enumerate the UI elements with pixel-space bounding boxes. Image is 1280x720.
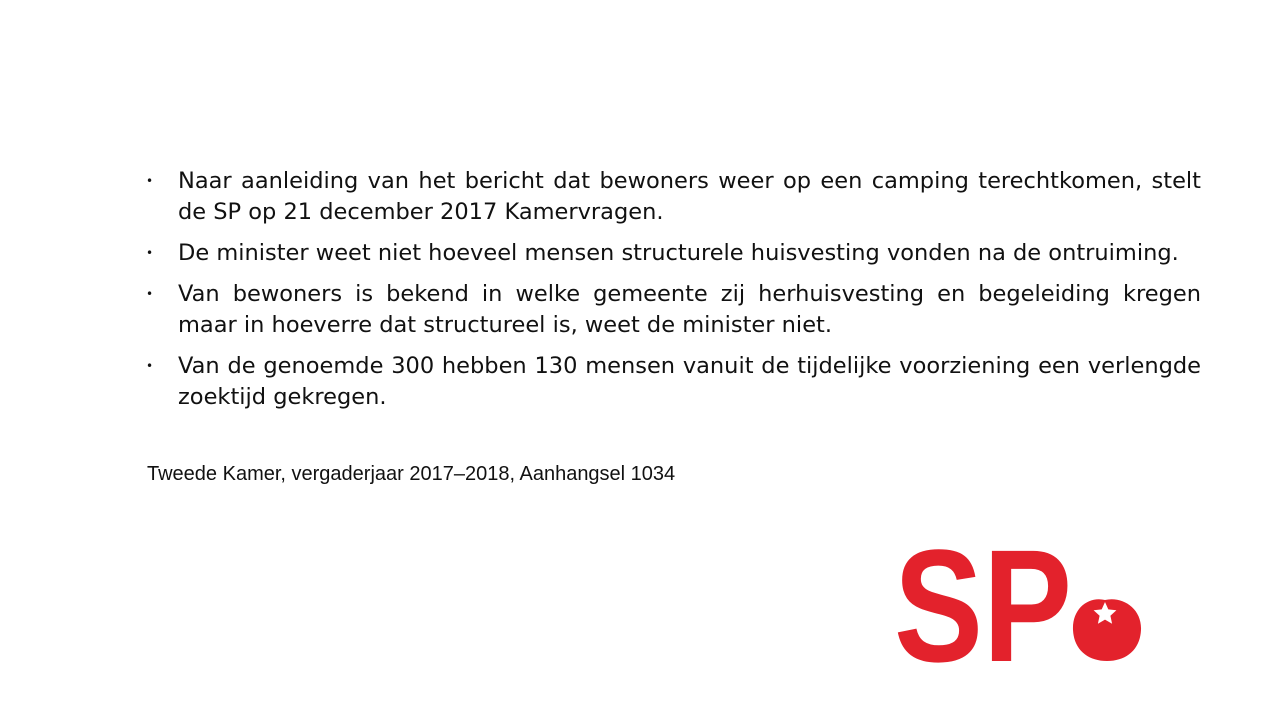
bullet-text: De minister weet niet hoeveel mensen structurele huisvesting vonden na de ontruiming. xyxy=(178,240,1179,266)
bullet-dot: • xyxy=(146,359,154,373)
bullet-dot: • xyxy=(146,174,154,188)
tomato-star-icon xyxy=(1073,599,1141,661)
bullet-text: Van de genoemde 300 hebben 130 mensen vanuit de tijdelijke voorziening een verlengde zoektijd gekregen. xyxy=(178,353,1201,410)
bullet-list xyxy=(141,166,1201,423)
bullet-text: Van bewoners is bekend in welke gemeente zij herhuisvesting en begeleiding kregen maar in hoeverre dat structureel is, weet de minister niet. xyxy=(178,281,1201,338)
bullet-item xyxy=(141,279,1201,341)
bullet-dot: • xyxy=(146,287,154,301)
logo-text: SP xyxy=(894,522,1072,667)
bullet-item xyxy=(141,166,1201,228)
bullet-item xyxy=(141,351,1201,413)
source-citation: Tweede Kamer, vergaderjaar 2017–2018, Aanhangsel 1034 xyxy=(147,463,676,485)
bullet-item xyxy=(141,238,1201,269)
sp-logo xyxy=(894,522,1144,667)
bullet-dot: • xyxy=(146,246,154,260)
bullet-text: Naar aanleiding van het bericht dat bewoners weer op een camping terechtkomen, stelt de SP op 21 december 2017 Kamervragen. xyxy=(178,168,1201,225)
